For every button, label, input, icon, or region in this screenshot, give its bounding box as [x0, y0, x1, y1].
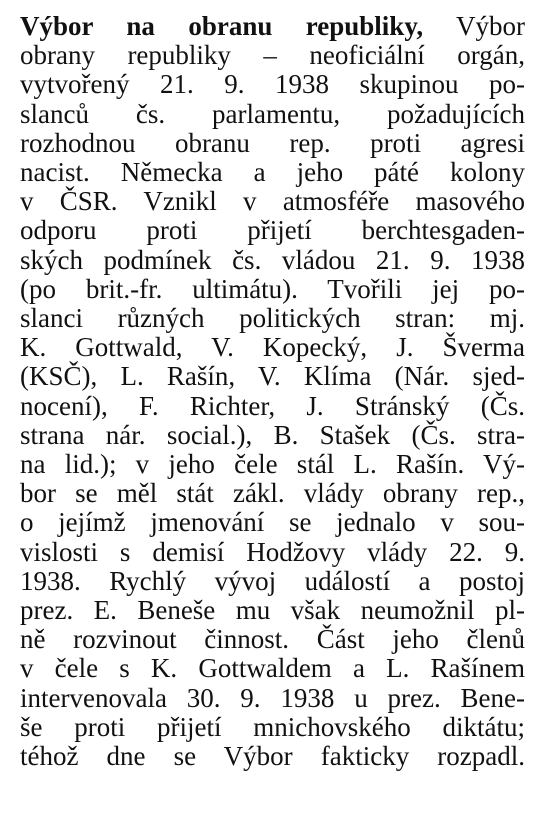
- entry-line-2: obrany republiky – neoficiální orgán,: [20, 40, 525, 71]
- entry-line-12: K. Gottwald, V. Kopecký, J. Šverma: [20, 332, 525, 363]
- entry-line-13: (KSČ), L. Rašín, V. Klíma (Nár. sjed-: [20, 361, 525, 392]
- entry-line-8: odporu proti přijetí berchtesgaden-: [20, 215, 525, 246]
- entry-line-26: téhož dne se Výbor fakticky rozpadl.: [20, 741, 525, 772]
- entry-line-23: v čele s K. Gottwaldem a L. Rašínem: [20, 653, 525, 684]
- entry-headword: Výbor na obranu republiky,: [20, 11, 424, 41]
- entry-text: Výbor: [423, 11, 525, 41]
- entry-line-16: na lid.); v jeho čele stál L. Rašín. Vý-: [20, 449, 525, 480]
- entry-line-24: intervenovala 30. 9. 1938 u prez. Bene-: [20, 682, 525, 713]
- entry-line-6: nacist. Německa a jeho páté kolony: [20, 157, 525, 188]
- entry-line-15: strana nár. social.), B. Stašek (Čs. stra-: [20, 419, 525, 450]
- entry-line-5: rozhodnou obranu rep. proti agresi: [20, 127, 525, 158]
- entry-line-19: vislosti s demisí Hodžovy vlády 22. 9.: [20, 536, 525, 567]
- encyclopedia-entry: [20, 12, 525, 771]
- entry-line-25: še proti přijetí mnichovského diktátu;: [20, 711, 525, 742]
- entry-line-22: ně rozvinout činnost. Část jeho členů: [20, 624, 525, 655]
- entry-line-21: prez. E. Beneše mu však neumožnil pl-: [20, 595, 525, 626]
- entry-line-3: vytvořený 21. 9. 1938 skupinou po-: [20, 69, 525, 100]
- entry-line-14: nocení), F. Richter, J. Stránský (Čs.: [20, 390, 525, 421]
- entry-line-9: ských podmínek čs. vládou 21. 9. 1938: [20, 244, 525, 275]
- entry-line-20: 1938. Rychlý vývoj událostí a postoj: [20, 565, 525, 596]
- entry-line-11: slanci různých politických stran: mj.: [20, 303, 525, 334]
- entry-line-18: o jejímž jmenování se jednalo v sou-: [20, 507, 525, 538]
- entry-line-1: [20, 12, 525, 41]
- entry-line-17: bor se měl stát zákl. vlády obrany rep.,: [20, 478, 525, 509]
- entry-line-7: v ČSR. Vznikl v atmosféře masového: [20, 186, 525, 217]
- entry-line-4: slanců čs. parlamentu, požadujících: [20, 98, 525, 129]
- entry-line-10: (po brit.-fr. ultimátu). Tvořili jej po-: [20, 273, 525, 304]
